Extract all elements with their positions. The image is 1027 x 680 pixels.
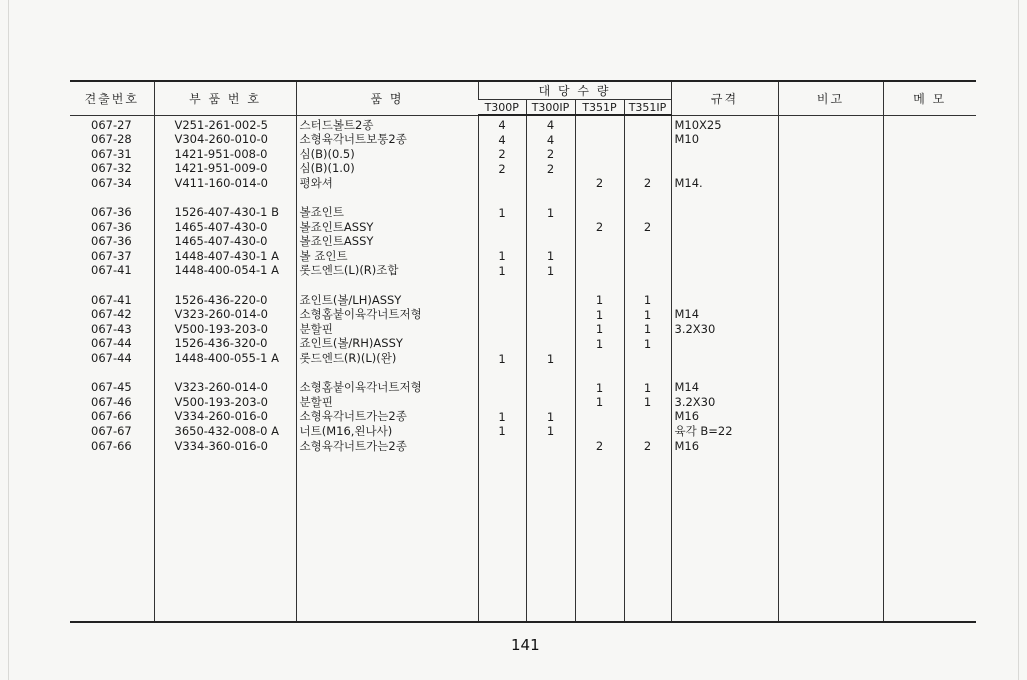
- cell-name: 죠인트(볼/LH)ASSY: [299, 292, 402, 307]
- cell-qty: [625, 235, 671, 250]
- cell-qty: 1: [643, 336, 652, 351]
- cell-name: 너트(M16,왼나사): [299, 423, 393, 438]
- cell-qty: 1: [498, 249, 506, 264]
- cell-code: 067-28: [91, 132, 132, 147]
- column-qty-t300p: [478, 115, 526, 622]
- cell-qty: 1: [498, 263, 506, 278]
- cell-qty: 2: [643, 220, 652, 235]
- cell-code: 067-36: [91, 205, 132, 220]
- cell-qty: [527, 308, 575, 323]
- header-remark: 비고: [778, 81, 883, 115]
- cell-qty: 4: [498, 118, 506, 132]
- cell-qty: [479, 337, 526, 352]
- cell-code: 067-66: [91, 409, 132, 424]
- row-gap: [297, 366, 478, 381]
- row-gap: [70, 278, 154, 293]
- cell-qty: 2: [595, 220, 604, 235]
- cell-spec: M14: [674, 380, 700, 395]
- cell-name: 심(B)(0.5): [299, 146, 355, 161]
- row-gap: [527, 366, 575, 381]
- cell-qty: [479, 395, 526, 410]
- cell-qty: [576, 162, 624, 177]
- cell-code: 067-41: [91, 263, 132, 278]
- cell-qty: [625, 352, 671, 367]
- cell-code: 067-46: [91, 394, 132, 409]
- cell-qty: 1: [595, 395, 604, 410]
- row-gap: [527, 191, 575, 206]
- cell-spec: 육각 B=22: [674, 423, 733, 438]
- cell-part-no: V251-261-002-5: [174, 117, 268, 132]
- cell-name: 소형육각너트가는2종: [299, 438, 407, 453]
- cell-spec: 3.2X30: [674, 321, 716, 336]
- cell-qty: 2: [595, 439, 604, 454]
- header-name: 품 명: [296, 81, 478, 115]
- cell-name: 소형육각너트보통2종: [299, 132, 407, 147]
- cell-spec: M10: [674, 132, 700, 147]
- header-qty-model: T300P: [478, 100, 526, 116]
- cell-name: 롯드엔드(R)(L)(완): [299, 351, 397, 365]
- cell-qty: [576, 235, 624, 250]
- cell-code: 067-66: [91, 438, 132, 453]
- cell-name: 롯드엔드(L)(R)조합: [299, 263, 399, 278]
- row-gap: [625, 366, 671, 381]
- cell-qty: [527, 337, 575, 352]
- cell-qty: 1: [643, 380, 652, 395]
- cell-spec: [672, 161, 778, 176]
- row-gap: [625, 191, 671, 206]
- cell-qty: 4: [498, 132, 506, 147]
- cell-spec: [672, 336, 778, 351]
- cell-part-no: 1526-436-320-0: [174, 336, 268, 351]
- cell-qty: [576, 264, 624, 279]
- cell-qty: [576, 410, 624, 425]
- column-part-no: [154, 115, 296, 622]
- cell-code: 067-32: [91, 161, 132, 176]
- cell-qty: 1: [643, 395, 652, 410]
- column-qty-t351p: [575, 115, 624, 622]
- cell-qty: [527, 176, 575, 191]
- column-remark: [778, 115, 883, 622]
- cell-code: 067-37: [91, 248, 132, 263]
- cell-code: 067-27: [91, 117, 132, 132]
- cell-code: 067-44: [91, 351, 132, 365]
- cell-qty: [576, 147, 624, 162]
- cell-qty: [527, 220, 575, 235]
- cell-qty: [479, 176, 526, 191]
- row-gap: [479, 366, 526, 381]
- column-qty-t300ip: [526, 115, 575, 622]
- cell-name: 평와셔: [299, 175, 333, 190]
- cell-code: 067-36: [91, 234, 132, 249]
- cell-spec: 3.2X30: [674, 394, 716, 409]
- cell-part-no: V500-193-203-0: [174, 321, 268, 336]
- cell-qty: [625, 147, 671, 162]
- cell-qty: [479, 439, 526, 454]
- cell-qty: [576, 118, 624, 133]
- page-edge-left: [8, 0, 9, 680]
- cell-part-no: 1465-407-430-0: [174, 219, 268, 234]
- cell-name: 소형홈붙이육각너트저형: [299, 380, 422, 395]
- cell-qty: [527, 439, 575, 454]
- cell-qty: [625, 206, 671, 221]
- cell-qty: 1: [595, 322, 604, 337]
- cell-qty: 2: [498, 161, 506, 176]
- cell-spec: [672, 263, 778, 278]
- cell-spec: M16: [674, 438, 700, 453]
- cell-name: 분할핀: [299, 321, 333, 336]
- cell-qty: [527, 293, 575, 308]
- row-gap: [70, 366, 154, 381]
- header-qty-model: T351IP: [624, 100, 671, 116]
- cell-qty: [625, 133, 671, 148]
- cell-qty: 1: [498, 205, 506, 220]
- row-gap: [155, 366, 296, 381]
- cell-spec: M10X25: [674, 117, 722, 132]
- row-gap: [672, 278, 778, 293]
- cell-part-no: V334-360-016-0: [174, 438, 268, 453]
- cell-qty: [576, 249, 624, 264]
- cell-part-no: 1526-407-430-1 B: [174, 205, 279, 220]
- cell-code: 067-36: [91, 219, 132, 234]
- cell-name: 스터드볼트2종: [299, 117, 374, 132]
- row-gap: [479, 279, 526, 294]
- cell-code: 067-41: [91, 292, 132, 307]
- cell-spec: M14: [674, 307, 700, 322]
- row-gap: [672, 366, 778, 381]
- cell-qty: [527, 395, 575, 410]
- cell-part-no: 1448-400-054-1 A: [174, 263, 279, 278]
- cell-spec: [672, 205, 778, 220]
- cell-code: 067-44: [91, 336, 132, 351]
- header-part-no: 부 품 번 호: [154, 81, 296, 115]
- cell-part-no: V334-260-016-0: [174, 409, 268, 424]
- cell-qty: [479, 235, 526, 250]
- cell-qty: [479, 381, 526, 396]
- cell-spec: [672, 293, 778, 308]
- cell-qty: [576, 133, 624, 148]
- cell-qty: [576, 352, 624, 367]
- cell-code: 067-31: [91, 146, 132, 161]
- cell-qty: 2: [643, 439, 652, 454]
- cell-qty: [479, 308, 526, 323]
- cell-part-no: 1421-951-008-0: [174, 146, 268, 161]
- cell-qty: 1: [546, 424, 555, 439]
- cell-qty: [625, 424, 671, 439]
- cell-spec: M16: [674, 409, 700, 424]
- header-spec: 규격: [671, 81, 778, 115]
- cell-part-no: V304-260-010-0: [174, 132, 268, 147]
- cell-spec: [672, 220, 778, 235]
- cell-name: 소형육각너트가는2종: [299, 409, 407, 424]
- page-number: 141: [511, 636, 540, 654]
- row-gap: [155, 190, 296, 205]
- cell-name: 죠인트(볼/RH)ASSY: [299, 336, 403, 351]
- cell-qty: 1: [498, 424, 506, 439]
- cell-qty: [625, 249, 671, 264]
- cell-part-no: 1448-407-430-1 A: [174, 248, 279, 263]
- cell-part-no: V411-160-014-0: [174, 175, 268, 190]
- cell-qty: 1: [643, 293, 652, 308]
- cell-code: 067-42: [91, 307, 132, 322]
- cell-code: 067-45: [91, 380, 132, 395]
- cell-qty: 1: [595, 336, 604, 351]
- cell-qty: 4: [546, 118, 555, 132]
- cell-qty: [625, 410, 671, 425]
- row-gap: [479, 191, 526, 206]
- cell-qty: [527, 235, 575, 250]
- cell-name: 심(B)(1.0): [299, 161, 355, 176]
- cell-name: 분할핀: [299, 394, 333, 409]
- cell-qty: 1: [546, 263, 555, 278]
- cell-name: 볼 죠인트: [299, 248, 348, 263]
- cell-qty: 1: [498, 409, 506, 424]
- column-qty-t351ip: [624, 115, 671, 622]
- row-gap: [625, 279, 671, 294]
- cell-qty: 1: [546, 249, 555, 264]
- row-gap: [155, 278, 296, 293]
- column-memo: [883, 115, 976, 622]
- cell-code: 067-67: [91, 423, 132, 438]
- row-gap: [576, 191, 624, 206]
- row-gap: [297, 278, 478, 293]
- header-qty: 대 당 수 량: [478, 81, 671, 100]
- cell-qty: [576, 424, 624, 439]
- cell-part-no: V323-260-014-0: [174, 380, 268, 395]
- cell-name: 볼죠인트ASSY: [299, 219, 374, 234]
- cell-spec: [672, 249, 778, 264]
- column-name: [296, 115, 478, 622]
- header-qty-model: T300IP: [526, 100, 575, 116]
- cell-name: 볼죠인트ASSY: [299, 234, 374, 249]
- cell-qty: [479, 293, 526, 308]
- cell-qty: 4: [546, 132, 555, 147]
- header-code: 견출번호: [70, 81, 154, 115]
- cell-part-no: 3650-432-008-0 A: [174, 423, 279, 438]
- cell-qty: 1: [595, 293, 604, 308]
- cell-part-no: 1526-436-220-0: [174, 292, 268, 307]
- cell-qty: 2: [546, 147, 555, 162]
- cell-qty: 2: [546, 161, 555, 176]
- row-gap: [672, 190, 778, 205]
- cell-qty: [527, 322, 575, 337]
- row-gap: [297, 190, 478, 205]
- cell-qty: 1: [643, 307, 652, 322]
- cell-qty: 2: [643, 176, 652, 191]
- cell-qty: [479, 220, 526, 235]
- cell-qty: 1: [546, 409, 555, 424]
- cell-part-no: 1465-407-430-0: [174, 234, 268, 249]
- cell-name: 볼죠인트: [299, 205, 344, 220]
- row-gap: [527, 279, 575, 294]
- header-memo: 메 모: [883, 81, 976, 115]
- cell-qty: [625, 118, 671, 133]
- cell-code: 067-43: [91, 321, 132, 336]
- column-code: [70, 115, 154, 622]
- cell-spec: [672, 234, 778, 249]
- cell-spec: [672, 147, 778, 162]
- cell-qty: [625, 264, 671, 279]
- cell-qty: [625, 162, 671, 177]
- cell-qty: [527, 381, 575, 396]
- cell-spec: M14.: [674, 175, 703, 190]
- cell-name: 소형홈붙이육각너트저형: [299, 307, 422, 322]
- cell-qty: 2: [595, 176, 604, 191]
- cell-qty: [576, 206, 624, 221]
- cell-qty: 1: [546, 205, 555, 220]
- cell-part-no: V500-193-203-0: [174, 394, 268, 409]
- row-gap: [576, 366, 624, 381]
- cell-qty: 1: [546, 351, 555, 366]
- cell-part-no: 1421-951-009-0: [174, 161, 268, 176]
- cell-qty: 1: [595, 380, 604, 395]
- column-spec: [671, 115, 778, 622]
- cell-qty: 1: [643, 322, 652, 337]
- parts-table: [70, 80, 976, 623]
- cell-part-no: 1448-400-055-1 A: [174, 351, 279, 365]
- cell-qty: 1: [498, 351, 506, 366]
- cell-part-no: V323-260-014-0: [174, 307, 268, 322]
- cell-code: 067-34: [91, 175, 132, 190]
- cell-qty: 2: [498, 147, 506, 162]
- cell-qty: [479, 322, 526, 337]
- cell-spec: [672, 351, 778, 366]
- header-qty-model: T351P: [575, 100, 624, 116]
- cell-qty: 1: [595, 307, 604, 322]
- page-edge-right: [1018, 0, 1019, 680]
- row-gap: [576, 279, 624, 294]
- row-gap: [70, 190, 154, 205]
